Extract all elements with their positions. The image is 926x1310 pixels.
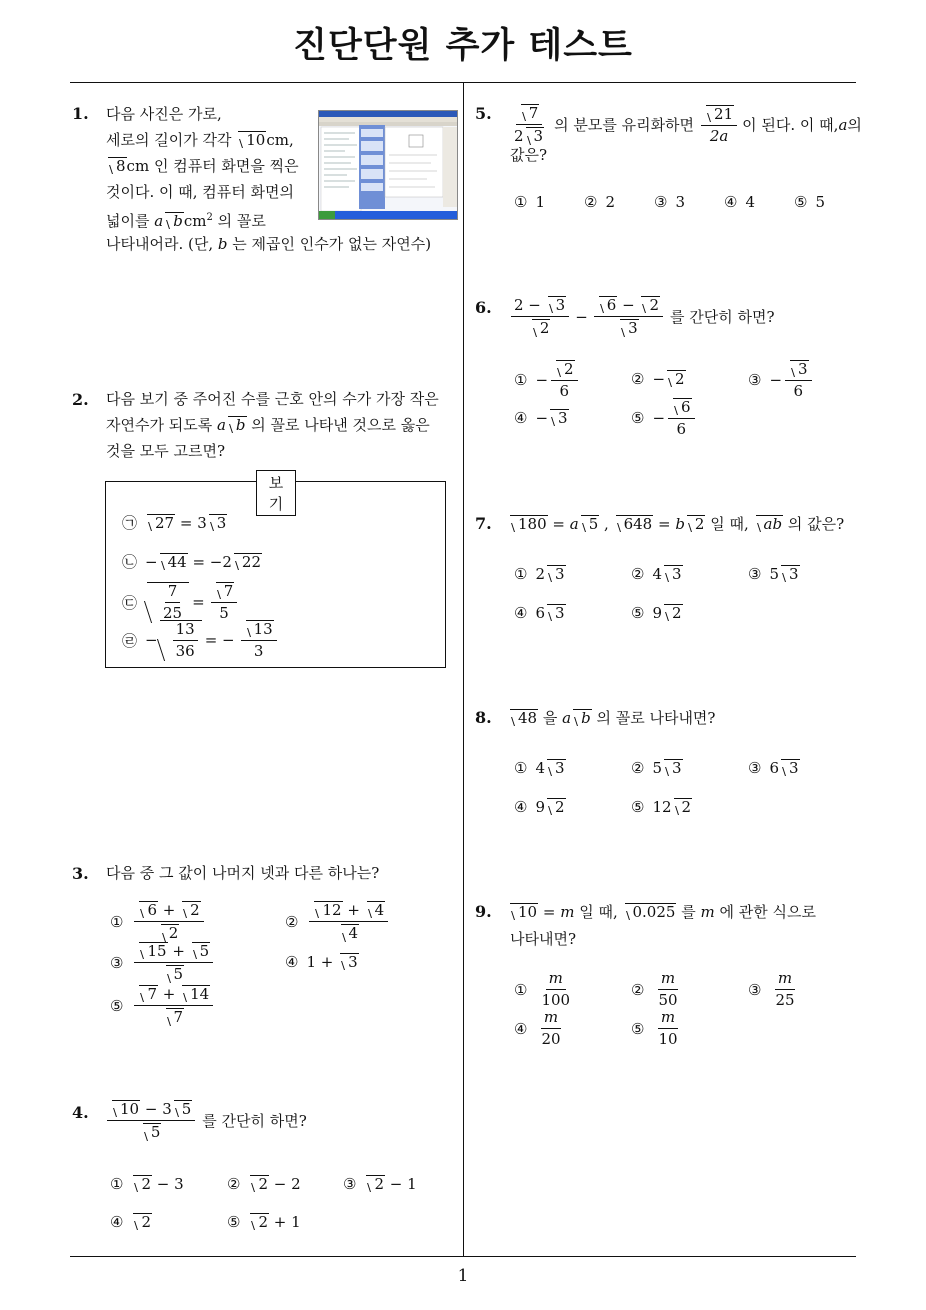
q2-line-3: 것을 모두 고르면? <box>106 442 226 460</box>
q1-line-6: 나타내어라. (단, b 는 제곱인 인수가 없는 자연수) <box>106 235 432 253</box>
question-number-3: 3. <box>72 864 89 883</box>
column-divider <box>463 83 464 1257</box>
question-3-text: 다음 중 그 값이 나머지 넷과 다른 하나는? <box>106 864 380 882</box>
bogi-item-4: ㉣ − $\frac{13}{36}$ = − $\frac{13}{3}$ <box>122 620 280 661</box>
q7-option-3[interactable]: ③ 5 3 <box>748 565 799 583</box>
q8-option-5[interactable]: ⑤ 12 2 <box>631 798 692 816</box>
page-title: 진단단원 추가 테스트 <box>293 26 633 66</box>
q3-option-2[interactable]: ② $\frac{12 + 4}{4}$ <box>285 901 391 943</box>
question-9-line-1: 10 = m 일 때, 0.025 를 m 에 관한 식으로 <box>508 899 816 925</box>
question-number-6: 6. <box>475 298 492 317</box>
q1-line-1: 다음 사진은 가로, <box>106 105 222 123</box>
computer-screen-photo <box>318 110 458 220</box>
q7-option-4[interactable]: ④ 6 3 <box>514 604 565 622</box>
screen-photo-graphic <box>319 111 457 219</box>
q5-option-1[interactable]: ① 1 <box>514 193 545 211</box>
q2-line-2: 자연수가 되도록 a b 의 꼴로 나타낸 것으로 옳은 <box>106 416 430 434</box>
q8-option-2[interactable]: ② 5 3 <box>631 759 682 777</box>
q8-option-3[interactable]: ③ 6 3 <box>748 759 799 777</box>
question-number-2: 2. <box>72 390 89 409</box>
bogi-item-3: ㉢ $\frac{7}{25}$ = $\frac{7}{5}$ <box>122 582 240 623</box>
q4-option-3[interactable]: ③ 2 − 1 <box>343 1175 417 1193</box>
sqrt-8: 8 <box>108 157 127 175</box>
q1-line-4: 것이다. 이 때, 컴퓨터 화면의 <box>106 183 294 201</box>
bogi-item-2: ㉡ − 44 = −2 22 <box>122 553 261 571</box>
q1-line-5: 넓이를 a bcm$^2$ 의 꼴로 <box>106 212 266 230</box>
q5-option-2[interactable]: ② 2 <box>584 193 615 211</box>
q4-option-5[interactable]: ⑤ 2 + 1 <box>227 1213 301 1231</box>
question-2-text <box>106 386 458 464</box>
q9-option-4[interactable]: ④ $\frac{m}{20}$ <box>514 1008 561 1049</box>
q5-option-4[interactable]: ④ 4 <box>724 193 755 211</box>
q1-line-3: 8cm 인 컴퓨터 화면을 찍은 <box>106 153 321 179</box>
question-number-8: 8. <box>475 708 492 727</box>
question-number-5: 5. <box>475 104 492 123</box>
q9-option-2[interactable]: ② $\frac{m}{50}$ <box>631 969 678 1010</box>
question-9-line-2: 나타내면? <box>510 930 577 948</box>
page-number: 1 <box>457 1266 469 1286</box>
question-7-text: 180 = a 5 , 648 = b 2 일 때, ab 의 값은? <box>508 511 844 537</box>
question-number-1: 1. <box>72 104 89 123</box>
question-5-line-1: $\frac{7}{2 3}$ 의 분모를 유리화하면 $\frac{21}{2a}$ 이 된다. 이 때, a 의 <box>514 104 862 146</box>
question-1-text <box>106 101 321 234</box>
q4-option-2[interactable]: ② 2 − 2 <box>227 1175 301 1193</box>
q9-option-3[interactable]: ③ $\frac{m}{25}$ <box>748 969 795 1010</box>
q8-option-4[interactable]: ④ 9 2 <box>514 798 565 816</box>
q3-option-1[interactable]: ① $\frac{6 + 2}{2}$ <box>110 901 207 943</box>
q4-option-1[interactable]: ① 2 − 3 <box>110 1175 184 1193</box>
q5-option-5[interactable]: ⑤ 5 <box>794 193 825 211</box>
bogi-label: 보기 <box>256 470 296 516</box>
q3-option-4[interactable]: ④ 1 + 3 <box>285 953 358 971</box>
sqrt-10: 10 <box>238 131 266 149</box>
q6-option-4[interactable]: ④ − 3 <box>514 409 568 427</box>
question-8-text: 48 을 a b 의 꼴로 나타내면? <box>508 705 715 731</box>
q5-option-3[interactable]: ③ 3 <box>654 193 685 211</box>
q3-option-5[interactable]: ⑤ $\frac{7 + 14}{7}$ <box>110 985 216 1027</box>
sqrt-b-cm: b <box>165 212 184 230</box>
question-5-line-2: 값은? <box>510 146 548 164</box>
question-6-text: $\frac{2 - 3}{2}$ − $\frac{6 - 2}{3}$ 를 간단히 하면? <box>508 296 775 338</box>
q1-line-2: 세로의 길이가 각각 10cm, <box>106 131 294 149</box>
question-number-7: 7. <box>475 514 492 533</box>
q2-line-1: 다음 보기 중 주어진 수를 근호 안의 수가 가장 작은 <box>106 390 439 408</box>
question-number-4: 4. <box>72 1103 89 1122</box>
question-number-9: 9. <box>475 902 492 921</box>
q7-option-1[interactable]: ① 2 3 <box>514 565 565 583</box>
q9-option-5[interactable]: ⑤ $\frac{m}{10}$ <box>631 1008 678 1049</box>
q6-option-5[interactable]: ⑤ − $\frac{6}{6}$ <box>631 398 698 439</box>
q9-option-1[interactable]: ① $\frac{m}{100}$ <box>514 969 571 1010</box>
q6-option-1[interactable]: ① − $\frac{2}{6}$ <box>514 360 581 401</box>
bottom-rule <box>70 1256 856 1257</box>
q4-option-4[interactable]: ④ 2 <box>110 1213 151 1231</box>
q6-option-3[interactable]: ③ − $\frac{3}{6}$ <box>748 360 815 401</box>
bogi-item-1: ㉠ 27 = 3 3 <box>122 514 227 532</box>
q6-option-2[interactable]: ② − 2 <box>631 370 685 388</box>
q7-option-5[interactable]: ⑤ 9 2 <box>631 604 682 622</box>
q8-option-1[interactable]: ① 4 3 <box>514 759 565 777</box>
question-4-text: $\frac{10 - 3 5}{5}$ 를 간단히 하면? <box>104 1100 307 1142</box>
q3-option-3[interactable]: ③ $\frac{15 + 5}{5}$ <box>110 942 216 984</box>
q7-option-2[interactable]: ② 4 3 <box>631 565 682 583</box>
